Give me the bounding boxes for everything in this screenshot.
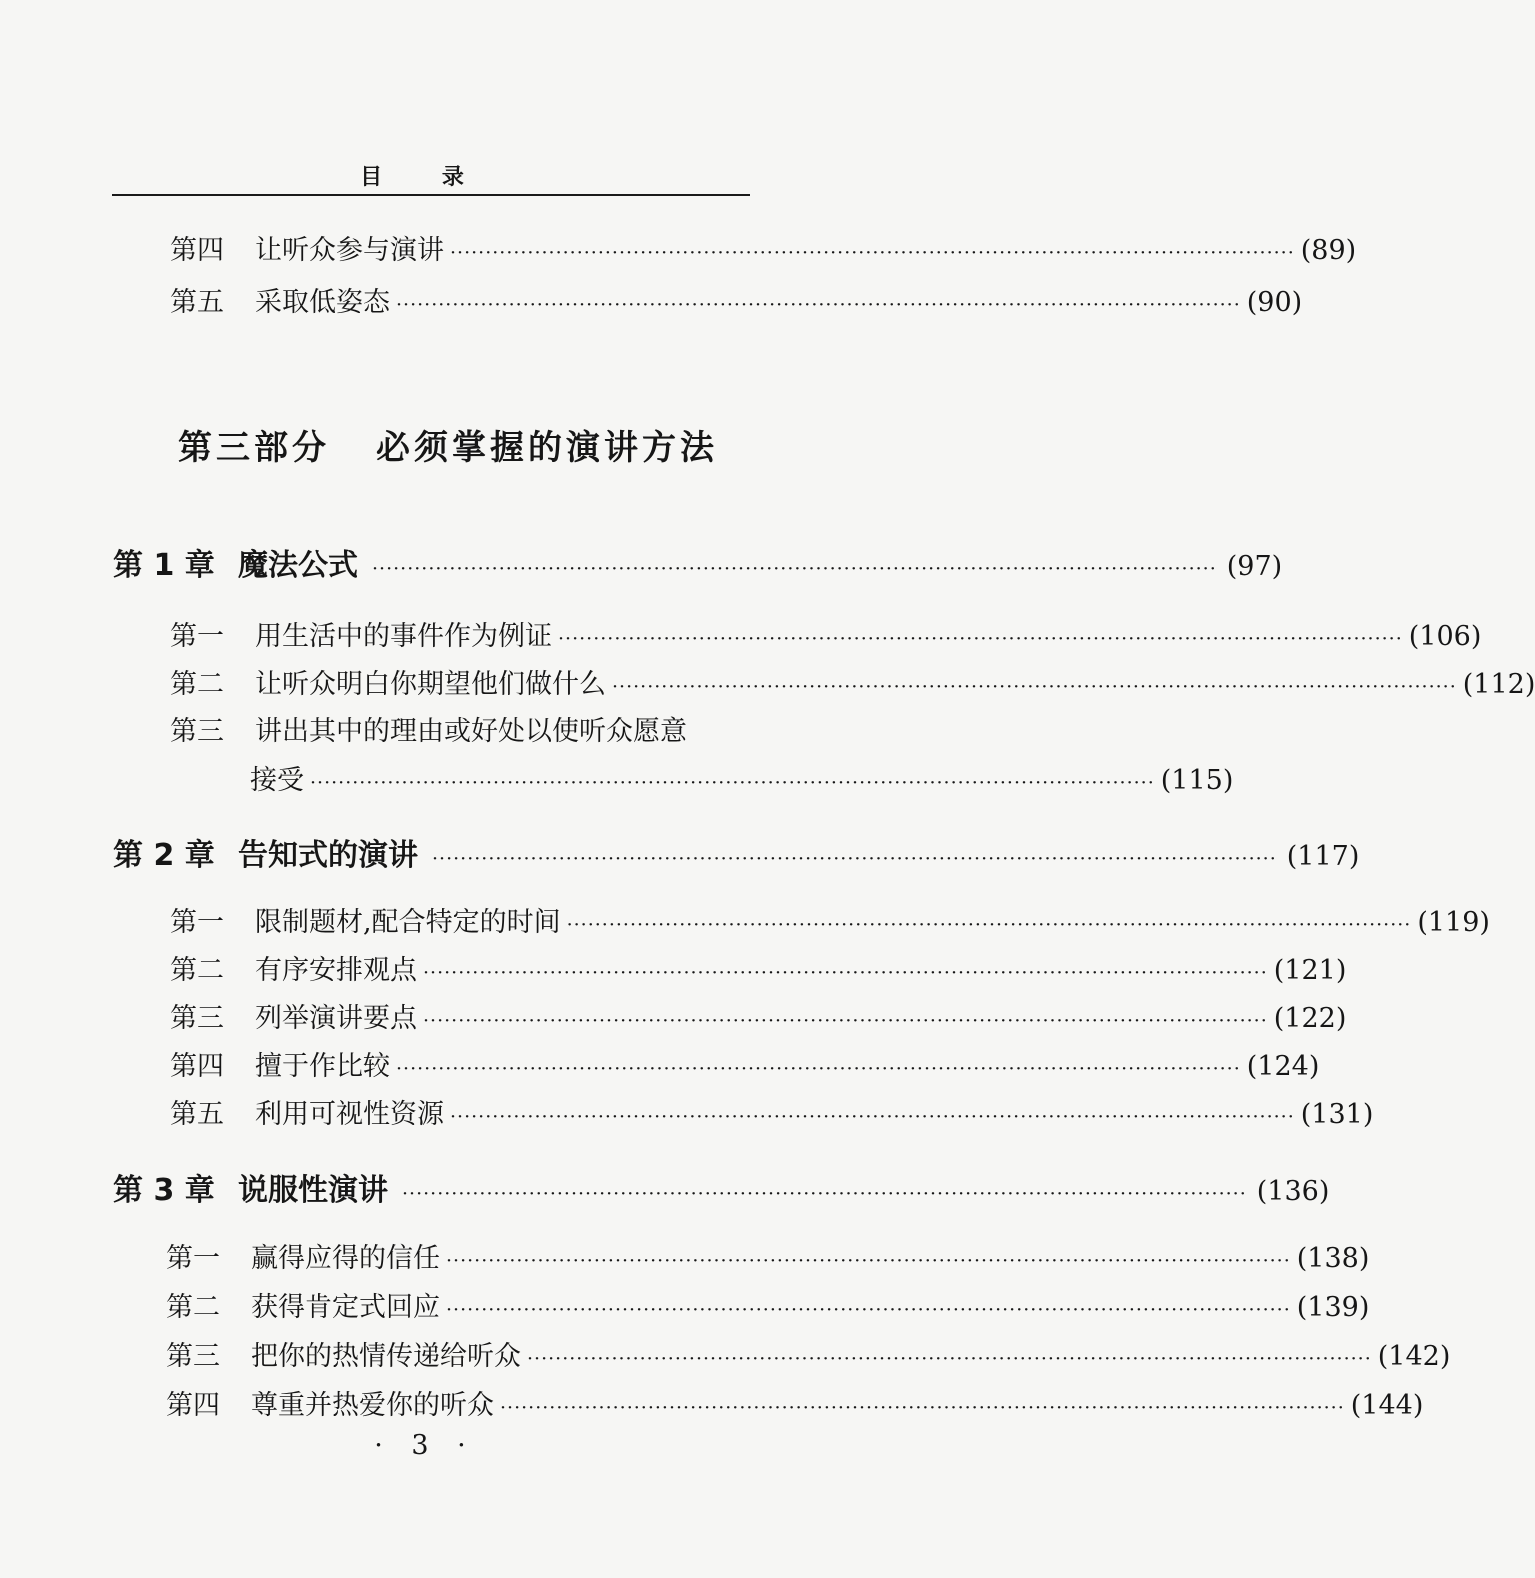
page-number: (122)	[1273, 1003, 1347, 1034]
section-number: 第三	[170, 1003, 224, 1034]
chapter-entry[interactable]	[113, 830, 1360, 874]
page-number: (90)	[1246, 287, 1303, 318]
section-number: 第一	[170, 621, 224, 652]
toc-entry[interactable]	[170, 996, 1347, 1035]
leader-dots: ························································································································	[396, 294, 1241, 316]
section-number: 第四	[170, 235, 224, 266]
section-number: 第一	[166, 1243, 220, 1274]
section-number: 第二	[166, 1292, 220, 1323]
page-number: (139)	[1296, 1292, 1370, 1323]
part-label: 第三部分	[178, 428, 330, 468]
leader-dots: ························································································································	[500, 1397, 1345, 1419]
page-number: (142)	[1377, 1341, 1451, 1372]
section-title: 获得肯定式回应	[251, 1292, 440, 1323]
leader-dots: ························································································································	[566, 914, 1412, 936]
leader-dots: ························································································································	[372, 558, 1217, 580]
page-number: (138)	[1296, 1243, 1370, 1274]
leader-dots: ························································································································	[450, 1106, 1295, 1128]
toc-entry-continuation[interactable]	[250, 758, 1234, 797]
section-title: 赢得应得的信任	[251, 1243, 440, 1274]
section-title: 把你的热情传递给听众	[251, 1341, 521, 1372]
page-number: (131)	[1300, 1099, 1374, 1130]
chapter-entry[interactable]	[113, 1165, 1330, 1209]
page-number: (121)	[1273, 955, 1347, 986]
toc-entry[interactable]	[170, 1092, 1374, 1131]
chapter-number: 第 1 章	[113, 548, 215, 583]
page-number: (144)	[1350, 1390, 1424, 1421]
section-number: 第三	[166, 1341, 220, 1372]
section-title: 利用可视性资源	[255, 1099, 444, 1130]
toc-entry[interactable]	[170, 662, 1535, 701]
toc-entry[interactable]	[166, 1383, 1424, 1422]
leader-dots: ························································································································	[432, 848, 1277, 870]
section-title: 有序安排观点	[255, 955, 417, 986]
section-number: 第三	[170, 716, 224, 747]
section-number: 第一	[170, 907, 224, 938]
page-number: (115)	[1160, 765, 1234, 796]
leader-dots: ························································································································	[402, 1183, 1247, 1205]
toc-entry[interactable]	[170, 709, 748, 748]
leader-dots: ························································································································	[558, 628, 1403, 650]
toc-entry[interactable]	[170, 228, 1357, 267]
section-title: 采取低姿态	[255, 287, 390, 318]
chapter-number: 第 3 章	[113, 1173, 215, 1208]
section-number: 第五	[170, 1099, 224, 1130]
toc-entry[interactable]	[170, 900, 1490, 939]
part-heading	[178, 420, 718, 469]
page-number: (136)	[1256, 1176, 1330, 1207]
chapter-title: 告知式的演讲	[238, 838, 418, 873]
section-title: 尊重并热爱你的听众	[251, 1390, 494, 1421]
section-number: 第四	[166, 1390, 220, 1421]
section-title: 限制题材,配合特定的时间	[255, 907, 561, 938]
leader-dots: ························································································································	[446, 1250, 1291, 1272]
leader-dots: ························································································································	[612, 676, 1457, 698]
page-number: (97)	[1226, 551, 1283, 582]
chapter-title: 魔法公式	[238, 548, 358, 583]
leader-dots: ························································································································	[396, 1058, 1241, 1080]
page-folio: · 3 ·	[374, 1430, 476, 1461]
header-rule	[112, 194, 750, 196]
toc-entry[interactable]	[166, 1334, 1451, 1373]
toc-entry[interactable]	[170, 614, 1482, 653]
section-title: 让听众参与演讲	[255, 235, 444, 266]
toc-entry[interactable]	[170, 280, 1303, 319]
leader-dots: ························································································································	[423, 962, 1268, 984]
page-number: (124)	[1246, 1051, 1320, 1082]
section-number: 第四	[170, 1051, 224, 1082]
section-title: 讲出其中的理由或好处以使听众愿意	[255, 716, 687, 747]
toc-entry[interactable]	[166, 1285, 1370, 1324]
chapter-number: 第 2 章	[113, 838, 215, 873]
section-title: 用生活中的事件作为例证	[255, 621, 552, 652]
page-number: (106)	[1408, 621, 1482, 652]
leader-dots: ························································································································	[450, 242, 1295, 264]
section-number: 第二	[170, 955, 224, 986]
chapter-title: 说服性演讲	[238, 1173, 388, 1208]
page-number: (119)	[1417, 907, 1490, 938]
section-number: 第五	[170, 287, 224, 318]
section-title-continued: 接受	[250, 765, 304, 796]
section-title: 让听众明白你期望他们做什么	[255, 669, 606, 700]
page-number: (117)	[1286, 841, 1360, 872]
page-number: (89)	[1300, 235, 1357, 266]
leader-dots: ························································································································	[527, 1348, 1372, 1370]
leader-dots: ························································································································	[446, 1299, 1291, 1321]
leader-dots: ························································································································	[310, 772, 1155, 794]
toc-entry[interactable]	[170, 948, 1347, 987]
page-number: (112)	[1462, 669, 1535, 700]
chapter-entry[interactable]	[113, 540, 1283, 584]
part-title: 必须掌握的演讲方法	[376, 428, 718, 468]
running-head: 目 录	[360, 164, 490, 190]
toc-entry[interactable]	[166, 1236, 1370, 1275]
section-title: 擅于作比较	[255, 1051, 390, 1082]
leader-dots: ························································································································	[423, 1010, 1268, 1032]
toc-entry[interactable]	[170, 1044, 1320, 1083]
section-number: 第二	[170, 669, 224, 700]
section-title: 列举演讲要点	[255, 1003, 417, 1034]
